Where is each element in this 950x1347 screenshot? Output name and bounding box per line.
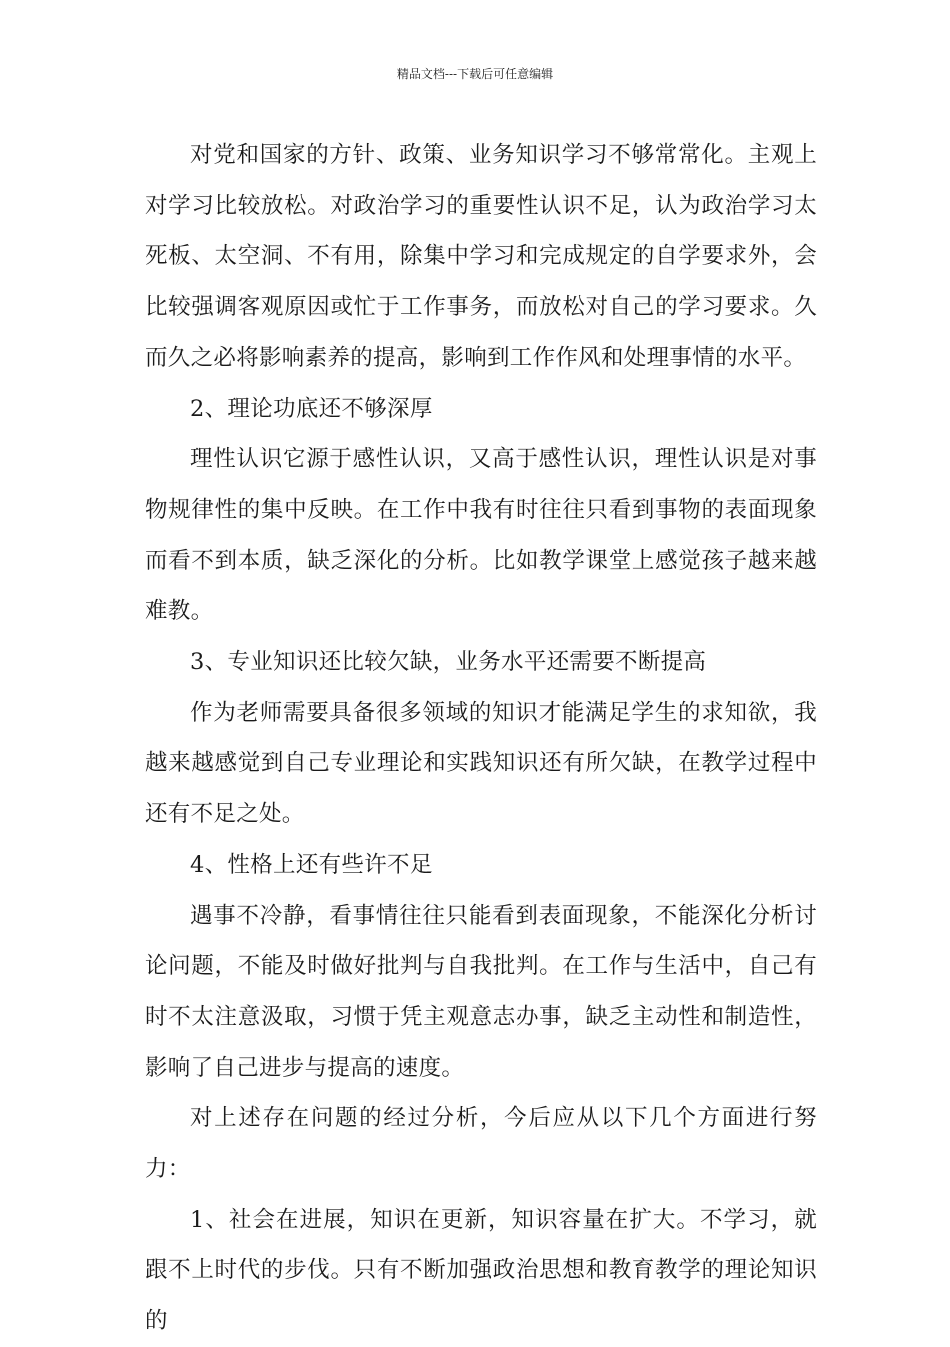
heading-professional-knowledge: 3、专业知识还比较欠缺，业务水平还需要不断提高 [190, 649, 707, 676]
paragraph-professional-knowledge: 作为老师需要具备很多领域的知识才能满足学生的求知欲，我越来越感觉到自己专业理论和实践知识还有所欠缺，在教学过程中还有不足之处。 [145, 699, 817, 828]
heading-personality: 4、性格上还有些许不足 [190, 851, 433, 878]
document-body [145, 130, 817, 1347]
heading-theory-foundation: 2、理论功底还不够深厚 [190, 395, 433, 422]
page-header: 精品文档---下载后可任意编辑 [396, 67, 554, 81]
paragraph-improvement-intro: 对上述存在问题的经过分析，今后应从以下几个方面进行努力： [145, 1105, 817, 1183]
paragraph-improvement-1: 1、社会在进展，知识在更新，知识容量在扩大。不学习，就跟不上时代的步伐。只有不断加强政治思想和教育教学的理论知识的 [145, 1206, 817, 1335]
paragraph-study-attitude: 对党和国家的方针、政策、业务知识学习不够常常化。主观上对学习比较放松。对政治学习的重要性认识不足，认为政治学习太死板、太空洞、不有用，除集中学习和完成规定的自学要求外，会比较强调客观原因或忙于工作事务，而放松对自己的学习要求。久而久之必将影响素养的提高，影响到工作作风和处理事情的水平。 [145, 142, 817, 371]
paragraph-personality: 遇事不冷静，看事情往往只能看到表面现象，不能深化分析讨论问题，不能及时做好批判与自我批判。在工作与生活中，自己有时不太注意汲取，习惯于凭主观意志办事，缺乏主动性和制造性，影响了自己进步与提高的速度。 [145, 902, 817, 1081]
paragraph-theory-foundation: 理性认识它源于感性认识，又高于感性认识，理性认识是对事物规律性的集中反映。在工作中我有时往往只看到事物的表面现象而看不到本质，缺乏深化的分析。比如教学课堂上感觉孩子越来越难教。 [145, 446, 817, 625]
